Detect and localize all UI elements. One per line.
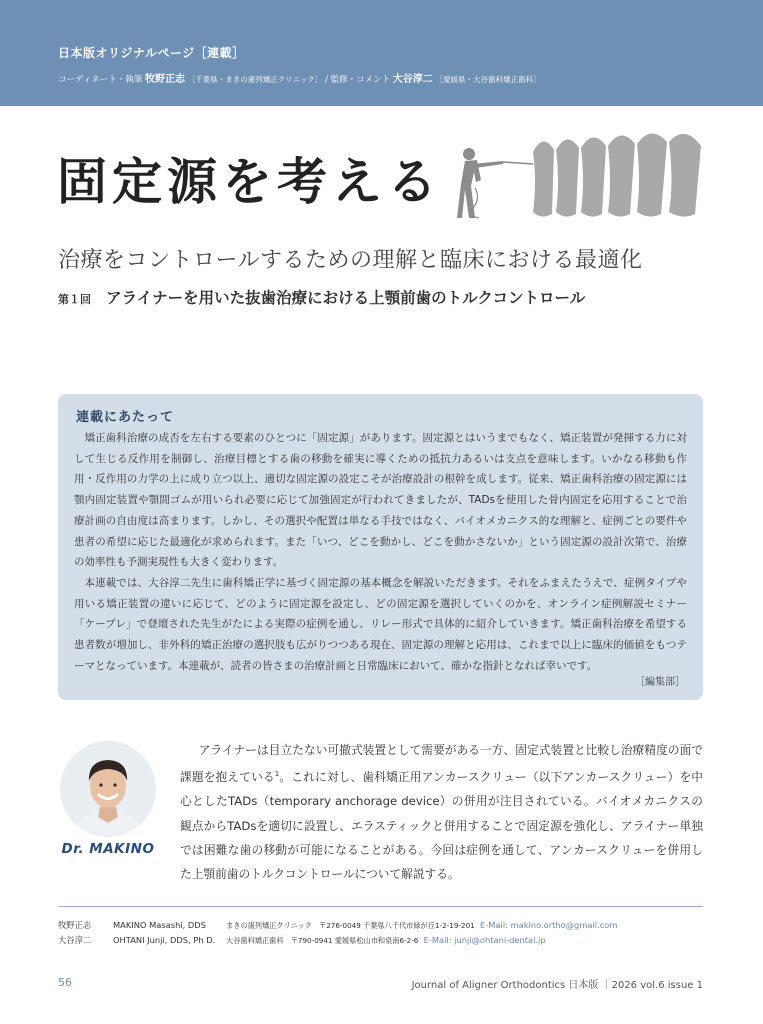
author-name-jp: 牧野正志 — [58, 920, 92, 930]
author-address: 大谷歯科矯正歯科 〒790-0941 愛媛県松山市和泉南6-2-6 — [226, 936, 419, 945]
intro-text-1: アライナーは目立たない可撤式装置として需要がある一方、固定式装置と比較し治療精度の面で課題を抱えている — [180, 743, 703, 785]
doctor-caption: Dr. MAKINO — [61, 841, 155, 857]
tug-of-war-teeth-illustration — [455, 128, 705, 223]
credits-separator: / — [322, 75, 331, 85]
coordinator-role: コーディネート・執筆 — [58, 75, 143, 85]
page-header-band — [0, 0, 763, 106]
article-intro — [180, 738, 703, 887]
author-email-label: E-Mail: — [480, 920, 508, 930]
footnote-ref: 1 — [274, 770, 280, 779]
coordinator-name: 牧野正志 — [145, 74, 186, 85]
box-paragraph: 矯正歯科治療の成否を左右する要素のひとつに「固定源」があります。固定源とはいうまでもなく、矯正装置が発揮する力に対して生じる反作用を制御し、治療目標とする歯の移動を確実に導くための抵抗力あるいは支点を意味します。いかなる移動も作用・反作用の力学の上に成り立つ以上、適切な固定源の設定こそが治療設計の根幹を成します。従来、矯正歯科治療の固定源には顎内固定装置や顎間ゴムが用いられ必要に応じて加強固定が行われてきましたが、TADsを使用した骨内固定を応用することで治療計画の自由度は高まります。しかし、その選択や配置は単なる手技ではなく、バイオメカニクス的な理解と、症例ごとの要件や患者の希望に応じた最適化が求められます。また「いつ、どこを動かし、どこを動かさないか」という固定源の設計次第で、治療の効率性も予測実現性も大きく変わります。 — [74, 432, 687, 569]
coordinator-affiliation: ［千葉県・まきの歯列矯正クリニック］ — [187, 75, 323, 84]
author-name-en: OHTANI Junji, DDS, Ph D. — [113, 935, 216, 945]
author-info — [58, 918, 617, 948]
episode-title: アライナーを用いた抜歯治療における上顎前歯のトルクコントロール — [106, 289, 586, 307]
box-paragraph: 本連載では、大谷淳二先生に歯科矯正学に基づく固定源の基本概念を解説いただきます。それをふまえたうえで、症例タイプや用いる矯正装置の違いに応じて、どのように固定源を設定し、どの固定源を選択していくのかを、オンライン症例解説セミナー「ケープレ」で登壇された先生がたによる実際の症例を通し、リレー形式で具体的に紹介していきます。矯正歯科治療を希望する患者数が増加し、非外科的矯正治療の選択肢も広がりつつある現在、固定源の理解と応用は、これまで以上に臨床的価値をもつテーマとなっています。本連載が、読者の皆さまの治療計画と日常臨床において、確かな指針となれば幸いです。 — [74, 576, 687, 672]
supervisor-name: 大谷淳二 — [392, 74, 433, 85]
author-row — [58, 933, 617, 948]
episode-number: 第１回 — [58, 293, 91, 306]
episode-line — [58, 286, 585, 308]
page-number: 56 — [58, 976, 72, 989]
author-email: junji@ohtani-dental.jp — [454, 935, 546, 945]
credits-line — [58, 70, 541, 85]
author-email: makino.ortho@gmail.com — [510, 920, 618, 930]
doctor-portrait — [60, 741, 156, 837]
series-label: 日本版オリジナルページ［連載］ — [58, 46, 245, 60]
author-name-en: MAKINO Masashi, DDS — [113, 920, 206, 930]
author-name-jp: 大谷淳二 — [58, 935, 92, 945]
box-body — [74, 428, 687, 676]
author-address: まきの歯列矯正クリニック 〒276-0049 千葉県八千代市緑が丘1-2-19-201 — [226, 921, 475, 930]
supervisor-role: 監修・コメント — [330, 75, 391, 85]
article-title: 固定源を考える — [57, 153, 442, 211]
box-heading: 連載にあたって — [76, 410, 175, 425]
editorial-tag: ［編集部］ — [635, 677, 685, 688]
footer-divider — [58, 906, 703, 907]
intro-text-2: 。これに対し、歯科矯正用アンカースクリュー（以下アンカースクリュー）を中心としたTADs（temporary anchorage device）の併用が注目されている。バイオメカニクスの観点からTADsを適切に設置し、エラスティックと併用することで固定源を強化し、アライナー単独では困難な歯の移動が可能になることがある。今回は症例を通して、アンカースクリューを併用した上顎前歯のトルクコントロールについて解説する。 — [180, 770, 703, 882]
article-subtitle: 治療をコントロールするための理解と臨床における最適化 — [58, 248, 643, 273]
journal-footer: Journal of Aligner Orthodontics 日本版 ｜2026 vol.6 issue 1 — [411, 980, 703, 991]
author-email-label: E-Mail: — [423, 935, 452, 945]
author-row — [58, 918, 617, 933]
supervisor-affiliation: ［愛媛県・大谷歯科矯正歯科］ — [435, 75, 541, 84]
series-intro-box — [58, 394, 703, 700]
